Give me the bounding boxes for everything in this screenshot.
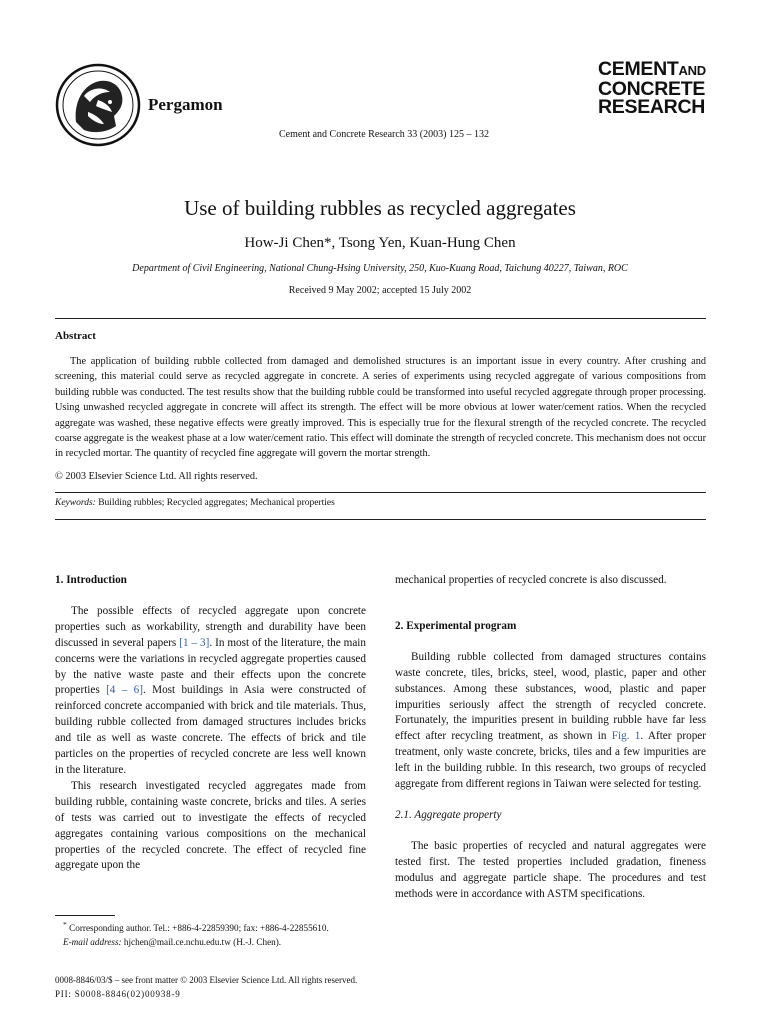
right-column [395,573,706,903]
journal-masthead [598,60,708,116]
keywords [55,498,335,508]
abstract-heading: Abstract [55,330,96,342]
keywords-label: Keywords: [55,498,96,508]
pii-line: PII: S0008-8846(02)00938-9 [55,989,181,999]
intro-paragraph-1 [55,604,366,779]
subsection-heading-aggregate: 2.1. Aggregate property [395,808,502,821]
received-dates: Received 9 May 2002; accepted 15 July 2002 [288,285,472,296]
publisher-name: Pergamon [148,95,223,114]
footnote-corresponding: Corresponding author. Tel.: +886-4-22859390; fax: +886-4-22855610. [69,923,329,934]
intro-p1-text-c: . Most buildings in Asia were constructed of reinforced concrete accompanied with brick and tile materials. Thus, building rubble collected from damaged structures includes bricks and tile as well as waste concrete. The effects of brick and tile particles on the properties of recycled concrete are less well known in the literature. [55,684,366,776]
footnote [55,918,366,949]
email-address[interactable]: hjchen@mail.ce.nchu.edu.tw (H.-J. Chen). [123,937,282,948]
bottom-info [55,973,357,1001]
email-label: E-mail address: [63,937,122,948]
section-heading-experimental: 2. Experimental program [395,619,517,632]
intro-paragraph-3: mechanical properties of recycled concrete is also discussed. [395,574,667,586]
footnote-divider [55,915,115,916]
abstract-text: The application of building rubble collected from damaged and demolished structures is an important issue in every country. After crushing and screening, this material could serve as recycled aggregate in concrete. A series of experiments using recycled aggregate of various compositions from building rubble was conducted. The test results show that the building rubble could be transformed into useful recycled aggregate through proper processing. Using unwashed recycled aggregate in concrete will affect its strength. The effect will be more obvious at lower water/cement ratios. When the recycled aggregate was washed, these negative effects were greatly improved. This is especially true for the flexural strength of the recycled concrete. The recycled coarse aggregate is the weakest phase at a low water/cement ratio. This effect will dominate the strength of recycled concrete. This mechanism does not occur in recycled mortar. The quantity of recycled fine aggregate will govern the mortar strength. [55,356,706,460]
aggregate-paragraph: The basic properties of recycled and natural aggregates were tested first. The tested properties included gradation, fineness modulus and aggregate particle shape. The procedures and test methods were in accordance with ASTM specifications. [395,839,706,900]
citation-link[interactable]: [1 – 3] [179,636,210,649]
keywords-text: Building rubbles; Recycled aggregates; Mechanical properties [98,498,335,508]
divider-keywords-bottom [55,519,706,520]
intro-p1-text-b: . In most of the literature, the main concerns were the variations in recycled aggregate properties caused by the native waste paste and their effects upon the concrete properties [55,636,367,697]
issn-line: 0008-8846/03/$ – see front matter © 2003 Elsevier Science Ltd. All rights reserved. [55,975,358,985]
section-heading-introduction: 1. Introduction [55,574,127,586]
abstract-copyright: © 2003 Elsevier Science Ltd. All rights reserved. [55,471,258,482]
exp-p1-text-a: Building rubble collected from damaged structures contains waste concrete, tiles, bricks, steel, wood, plastic, paper and other substances. Among these substances, wood, plastic and paper impurities seriously affect the strength of recycled concrete. Fortunately, the impurities present in building rubble have far less effect after recycling treatment, as shown in [395,650,706,743]
masthead-and: AND [678,63,706,78]
citation-link[interactable]: [4 – 6] [106,684,143,697]
divider-top [55,318,706,319]
exp-p1-text-b: . After proper treatment, only waste concrete, bricks, tiles and a few impurities are left in the building rubble. In this research, two groups of recycled aggregate from different regions in Taiwan were selected for testing. [395,730,706,791]
footnote-mark: * [63,920,67,929]
journal-reference: Cement and Concrete Research 33 (2003) 125 – 132 [279,129,489,140]
masthead-cement: CEMENT [598,58,679,80]
left-column [55,573,366,874]
article-title: Use of building rubbles as recycled aggregates [184,196,576,220]
masthead-research: RESEARCH [598,96,706,118]
author-affiliation: Department of Civil Engineering, National Chung-Hsing University, 250, Kuo-Kuang Road, Taichung 40227, Taiwan, ROC [132,263,628,274]
figure-link[interactable]: Fig. 1 [611,730,641,743]
masthead-concrete: CONCRETE [598,78,706,100]
intro-paragraph-2: This research investigated recycled aggregates made from building rubble, containing waste concrete, bricks and tiles. A series of tests was carried out to investigate the effects of recycled aggregates containing various compositions on the mechanical properties of the recycled concrete. The effect of recycled fine aggregate upon the [55,779,366,872]
intro-p1-text-a: The possible effects of recycled aggregate upon concrete properties such as workability, strength and durability have been discussed in several papers [55,604,366,649]
divider-keywords-top [55,492,706,493]
article-authors: How-Ji Chen*, Tsong Yen, Kuan-Hung Chen [244,235,516,251]
experimental-paragraph-1 [395,650,706,793]
